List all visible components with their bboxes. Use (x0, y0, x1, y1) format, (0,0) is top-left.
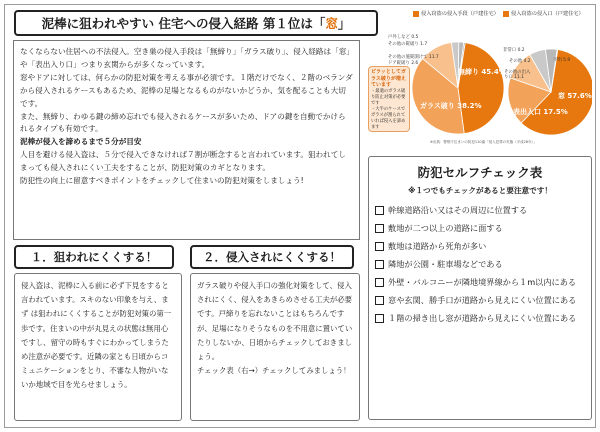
section1-body: 侵入盗は、泥棒に入る前に必ず下見をすると言われています。スキのない印象を与え、まず は狙われにくくすることが防犯対策の第一歩です。住まいの中が丸見えの状態は無用心ですし、留守の時もすぐにわかってしまうため注意が必要です。近隣の家とも日頃からコミュニケーションをとり、不審な人物がいないか地域で目を光らせましょう。 (14, 273, 182, 421)
intro-paragraph: 防犯性の向上に留意すべきポイントをチェックして住まいの防犯対策をしましょう! (20, 176, 304, 186)
title-highlight: 窓 (325, 16, 338, 31)
callout-body: ・最適のガラス破り防止対策が必要です ・大半のケースでガラスが割られていれば侵入を諦めます (371, 88, 406, 130)
check-item-label: 窓や玄関、勝手口が道路から見えにくい位置にある (388, 295, 577, 305)
section2-tab: ２．侵入されにくくする！ (190, 245, 354, 269)
callout-heading: ピラッとしてガラス破りが増えています (371, 69, 406, 89)
check-item[interactable] (375, 312, 585, 325)
intro-paragraph: なくならない住居への不法侵入。空き巣の侵入手段は「無締り」「ガラス破り」、侵入経路は「窓」や「表出入り口」つまり玄関からが多くなっています。 (20, 47, 351, 69)
checkbox[interactable] (375, 242, 384, 251)
checkbox[interactable] (375, 224, 384, 233)
pie-left-slice (458, 43, 504, 134)
left-small-label: 戸外しなど 0.5 (388, 35, 419, 40)
checkbox[interactable] (375, 278, 384, 287)
page-title (14, 10, 378, 36)
right-small-label: その他 4.2 (509, 59, 531, 64)
check-item-label: 外壁・バルコニーが隣地境界線から１m以内にある (388, 277, 577, 287)
checkbox[interactable] (375, 206, 384, 215)
left-small-label: その他の施錠開けて 11.7 (388, 55, 439, 60)
check-list (369, 204, 591, 325)
checkbox[interactable] (375, 296, 384, 305)
source-note: ※出典：警察庁住まいの防犯110番「侵入犯罪の実態（平成28年）」 (430, 140, 537, 144)
check-item[interactable] (375, 240, 585, 253)
pie-left-label-2: ガラス破り 38.2% (420, 102, 482, 110)
title-prefix: 泥棒に狙われやすい 住宅への侵入経路 第１位は「 (41, 16, 326, 31)
section2-footer: チェック表（右→）チェックしてみましょう！ (197, 366, 351, 376)
checkbox[interactable] (375, 260, 384, 269)
left-small-label: ドア錠破り 2.6 (388, 61, 419, 66)
check-item[interactable] (375, 276, 585, 289)
intro-bold-line: 泥棒が侵入を諦めるまで５分が目安 (20, 137, 142, 147)
intro-paragraph: 人目を避ける侵入盗は、５分で侵入できなければ７割が断念すると言われています。狙われてしまっても侵入されにくい工夫をすることが、防犯対策のカギとなります。 (20, 150, 346, 173)
section2-text: ガラス破りや侵入手口の強化対策をして、侵入されにくく、侵入をあきらめさせる工夫が必要です。戸締りを忘れないことはもちろんですが、足場になりそうなものを不用意に置いていたりしないか、日頃からチェックしておきましょう。 (197, 281, 353, 362)
self-check-box (368, 156, 592, 420)
check-subtitle: ※１つでもチェックがあると要注意です！ (408, 186, 552, 195)
check-item-label: 敷地は道路から死角が多い (388, 241, 487, 251)
checkbox[interactable] (375, 314, 384, 323)
section2-body (190, 273, 360, 421)
callout-box (368, 66, 410, 132)
right-small-label: 非常口 0.2 (503, 48, 525, 53)
check-title: 防犯セルフチェック表 (417, 165, 543, 180)
intro-paragraph: 窓やドアに対しては、何らかの防犯対策を考える事が必須です。１階だけでなく、２階のベランダから侵入されるケースもあるため、泥棒の足場となるものがないかどうか、気を配ることも大切です。 (20, 72, 353, 108)
check-item[interactable] (375, 222, 585, 235)
left-small-label: その他の錠破り 1.7 (388, 42, 428, 47)
check-item-label: 幹線道路沿い又はその周辺に位置する (388, 205, 528, 215)
check-item[interactable] (375, 294, 585, 307)
right-small-label: その他の出入り口 11.1 (504, 70, 531, 81)
check-item[interactable] (375, 204, 585, 217)
check-item-label: 敷地が二つ以上の道路に面する (388, 223, 503, 233)
pie-right-label-1: 窓 57.6% (558, 92, 592, 100)
title-suffix: 」 (337, 16, 351, 31)
intro-text-box (13, 40, 360, 240)
check-item[interactable] (375, 258, 585, 271)
section1-tab: １．狙われにくくする！ (14, 245, 174, 269)
intro-paragraph: また、無締り、わゆる鍵の締め忘れでも侵入されるケースが多いため、ドアの鍵を自動でかけられるタイプも有効です。 (20, 111, 346, 134)
legend-right-text: 侵入窃盗の侵入口（戸建住宅） (511, 11, 584, 17)
legend-left-text: 侵入窃盗の侵入手段（戸建住宅） (421, 11, 499, 17)
pie-left-label-1: 無締り 45.4% (458, 68, 506, 76)
check-item-label: １階の掃き出し窓が道路から見えにくい位置にある (388, 313, 577, 323)
right-small-label: 不明 5.9 (553, 58, 571, 63)
check-item-label: 隣地が公園・駐車場などである (388, 259, 503, 269)
pie-right-label-2: 表出入口 17.5% (513, 108, 568, 116)
